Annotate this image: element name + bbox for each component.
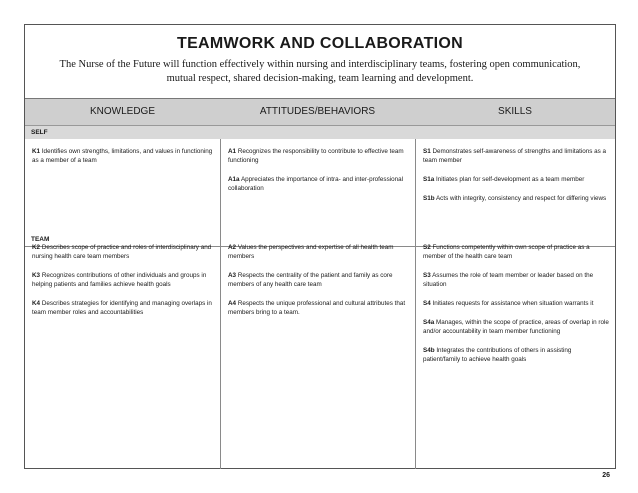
team-knowledge-cell	[32, 243, 214, 327]
self-skills-cell	[423, 147, 609, 213]
list-item: S2 Functions competently within own scope of practice as a member of the health care team	[423, 244, 590, 260]
list-item: A1a Appreciates the importance of intra- and inter-professional collaboration	[228, 176, 404, 192]
list-item: K4 Describes strategies for identifying and managing overlaps in team member roles and accountabilities	[32, 300, 212, 316]
list-item: A2 Values the perspectives and expertise of all health team members	[228, 244, 394, 260]
column-header-attitudes: ATTITUDES/BEHAVIORS	[259, 106, 376, 117]
team-attitudes-cell	[228, 243, 408, 327]
list-item: A1 Recognizes the responsibility to contribute to effective team functioning	[228, 148, 404, 164]
header	[25, 25, 615, 98]
list-item: A3 Respects the centrality of the patient and family as core members of any health care team	[228, 272, 393, 288]
section-team-label: TEAM	[31, 236, 50, 243]
list-item: K2 Describes scope of practice and roles of interdisciplinary and nursing health care team members	[32, 244, 212, 260]
document-frame	[24, 24, 616, 469]
list-item: S1 Demonstrates self-awareness of strengths and limitations as a team member	[423, 148, 607, 164]
column-header-bar	[25, 98, 615, 126]
section-self-label: SELF	[25, 126, 615, 139]
list-item: S4 Initiates requests for assistance when situation warrants it	[423, 300, 594, 307]
column-divider	[220, 139, 221, 469]
page-number: 26	[602, 472, 610, 479]
list-item: K1 Identifies own strengths, limitations, and values in functioning as a member of a team	[32, 148, 213, 164]
column-header-skills: SKILLS	[498, 106, 532, 117]
self-attitudes-cell	[228, 147, 408, 203]
list-item: S4a Manages, within the scope of practice, areas of overlap in role and/or accountability in team member functioning	[423, 319, 609, 335]
self-knowledge-cell	[32, 147, 214, 175]
page-title: TEAMWORK AND COLLABORATION	[177, 35, 463, 52]
column-divider	[415, 139, 416, 469]
list-item: S3 Assumes the role of team member or leader based on the situation	[423, 272, 594, 288]
team-skills-cell	[423, 243, 609, 374]
list-item: A4 Respects the unique professional and cultural attributes that members bring to a team.	[228, 300, 406, 316]
list-item: S4b Integrates the contributions of others in assisting patient/family to achieve health goals	[423, 347, 572, 363]
list-item: K3 Recognizes contributions of other individuals and groups in helping patients and families achieve health goals	[32, 272, 207, 288]
list-item: S1b Acts with integrity, consistency and respect for differing views	[423, 195, 607, 202]
page-subtitle: The Nurse of the Future will function effectively within nursing and interdisciplinary teams, fostering open communication, mutual respect, shared decision-making, team learning and development.	[59, 59, 581, 84]
column-header-knowledge: KNOWLEDGE	[89, 106, 155, 117]
list-item: S1a Initiates plan for self-development as a team member	[423, 176, 585, 183]
